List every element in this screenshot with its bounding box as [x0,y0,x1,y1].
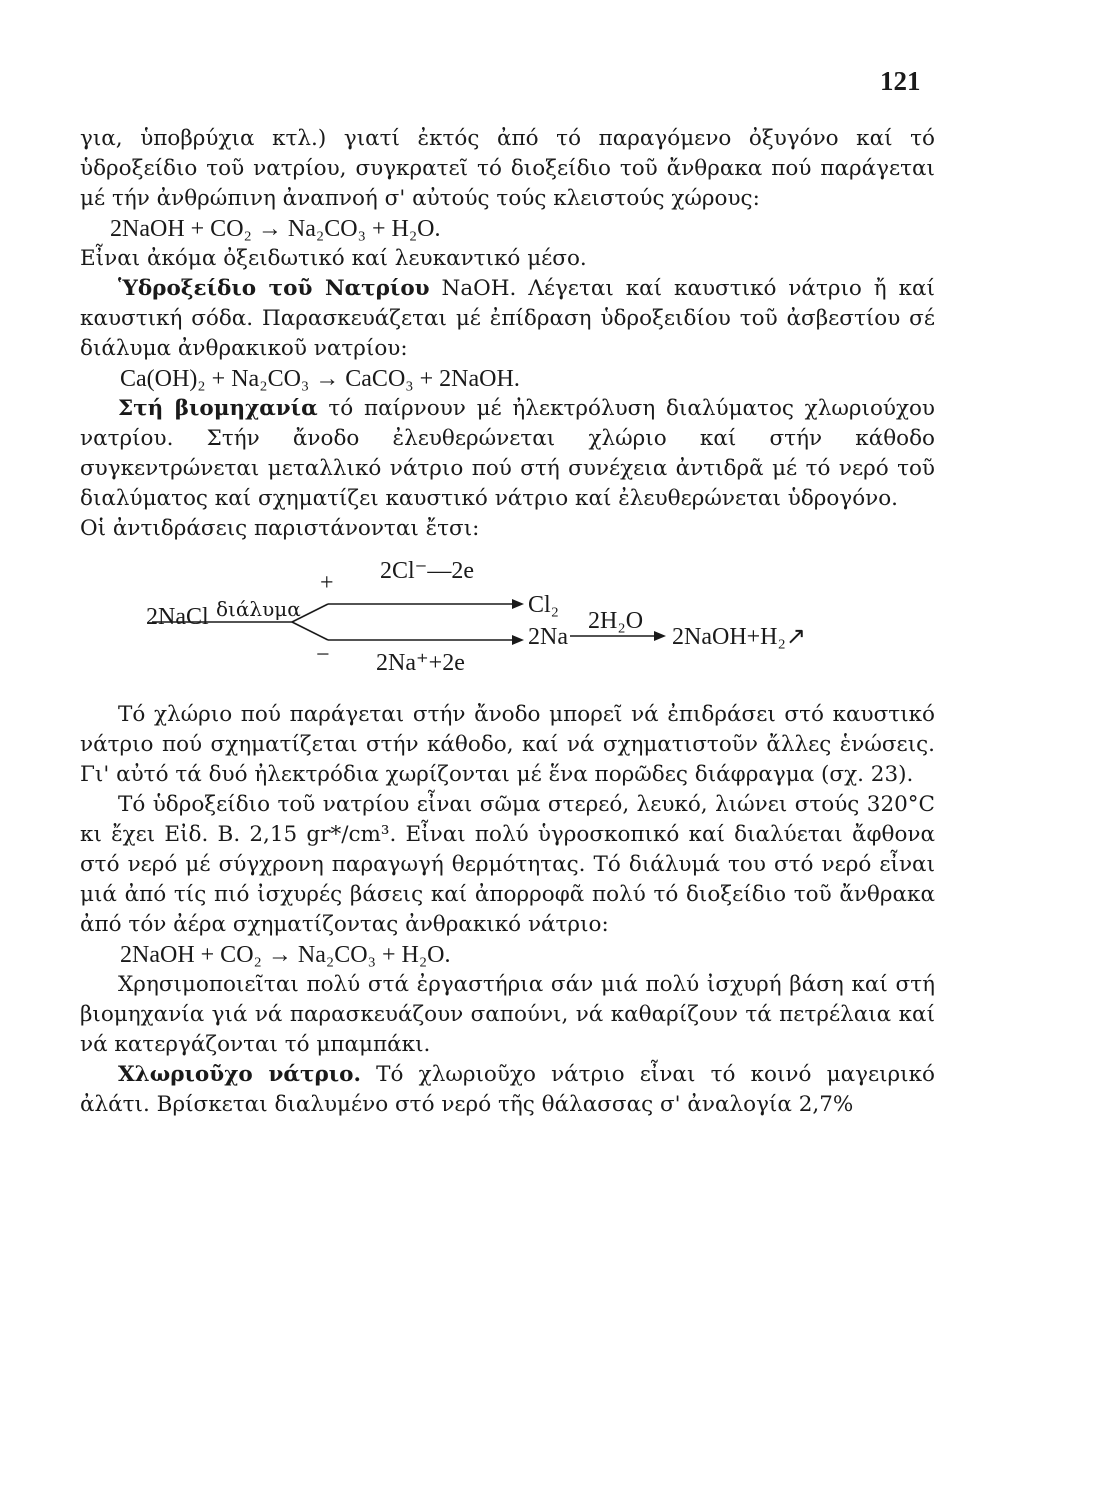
cathode-sign: − [316,642,330,668]
water-arrowhead [654,631,666,641]
equation-caustification: Ca(OH)₂ + Na₂CO₃ → CaCO₃ + 2NaOH. [120,366,520,392]
section-title-industry: Στή βιομηχανία [118,396,318,421]
paragraph-reactions-intro: Οἱ ἀντιδράσεις παριστάνονται ἔτσι: [80,516,480,541]
paragraph-industry [80,394,935,514]
section-title-naoh: Ὑδροξείδιο τοῦ Νατρίου [118,276,430,301]
product-sodium: 2Na [528,624,568,650]
cathode-arrowhead [512,635,524,645]
paragraph-intro: για, ὑποβρύχια κτλ.) γιατί ἐκτός ἀπό τό παραγόμενο ὀξυγόνο καί τό ὑδροξείδιο τοῦ νατρίου, συγκρατεῖ τό διοξείδιο τοῦ ἄνθρακα πού παράγεται μέ τήν ἀνθρώπινη ἀναπνοή σ' αὐτούς τούς κλειστούς χώρους: [80,126,935,211]
equation-co2-absorption: 2NaOH + CO₂ → Na₂CO₃ + H₂O. [110,216,441,242]
paragraph-nacl-text: Τό χλωριοῦχο νάτριο εἶναι τό κοινό μαγειρικό ἀλάτι. Βρίσκεται διαλυμένο στό νερό τῆς θάλασσας σ' ἀναλογία 2,7% [80,1062,935,1117]
anode-sign: + [320,570,334,596]
paragraph-properties: Τό ὑδροξείδιο τοῦ νατρίου εἶναι σῶμα στερεό, λευκό, λιώνει στούς 320°C κι ἔχει Εἰδ. Β. 2,15 gr*/cm³. Εἶναι πολύ ὑγροσκοπικό καί διαλύεται ἄφθονα στό νερό μέ σύγχρονη παραγωγή θερμότητας. Τό διάλυμά του στό νερό εἶναι μιά ἀπό τίς πιό ἰσχυρές βάσεις καί ἀπορροφᾶ πολύ τό διοξείδιο τοῦ ἄνθρακα ἀπό τόν ἀέρα σχηματίζοντας ἀνθρακικό νάτριο: [80,792,935,937]
section-title-nacl: Χλωριοῦχο νάτριο. [118,1062,361,1087]
condition-solution: διάλυμα [216,597,301,621]
equation-co2-absorption-2: 2NaOH + CO₂ → Na₂CO₃ + H₂O. [120,942,451,968]
paragraph-uses: Χρησιμοποιεῖται πολύ στά ἐργαστήρια σάν μιά πολύ ἰσχυρή βάση καί στή βιομηχανία γιά νά παρασκευάζουν σαπούνι, νά καθαρίζουν τά πετρέλαια καί νά κατεργάζονται τό μπαμπάκι. [80,972,935,1057]
cathode-reaction: 2Na⁺+2e [376,650,465,676]
paragraph-nacl [80,1060,935,1120]
paragraph-naoh-text: NaOH. Λέγεται καί καυστικό νάτριο ἤ καί καυστική σόδα. Παρασκευάζεται μέ ἐπίδραση ὑδροξειδίου τοῦ ἀσβεστίου σέ διάλυμα ἀνθρακικοῦ νατρίου: [80,276,935,361]
paragraph-naoh [80,274,935,364]
reagent-water: 2H₂O [588,608,644,634]
cathode-branch [292,622,328,640]
final-products: 2NaOH+H₂↗ [672,624,806,650]
electrolysis-scheme [80,556,935,684]
paragraph-industry-text: τό παίρνουν μέ ἠλεκτρόλυση διαλύματος χλωριούχου νατρίου. Στήν ἄνοδο ἐλευθερώνεται χλώριο καί στήν κάθοδο συγκεντρώνεται μεταλλικό νάτριο πού στή συνέχεια ἀντιδρᾶ μέ τό νερό τοῦ διαλύματος καί σχηματίζει καυστικό νάτριο καί ἐλευθερώνεται ὑδρογόνο. [80,396,935,511]
anode-arrowhead [512,599,524,609]
paragraph-diaphragm: Τό χλώριο πού παράγεται στήν ἄνοδο μπορεῖ νά ἐπιδράσει στό καυστικό νάτριο πού σχηματίζεται στήν κάθοδο, καί νά σχηματιστοῦν ἄλλες ἑνώσεις. Γι' αὐτό τά δυό ἠλεκτρόδια χωρίζονται μέ ἕνα πορῶδες διάφραγμα (σχ. 23). [80,702,935,787]
page-number: 121 [880,66,921,96]
anode-reaction: 2Cl⁻—2e [380,558,474,584]
product-chlorine: Cl₂ [528,592,560,618]
paragraph-oxidizer: Εἶναι ἀκόμα ὀξειδωτικό καί λευκαντικό μέσο. [80,246,587,271]
page-body [80,124,935,1120]
reactant-nacl: 2NaCl [146,604,209,630]
